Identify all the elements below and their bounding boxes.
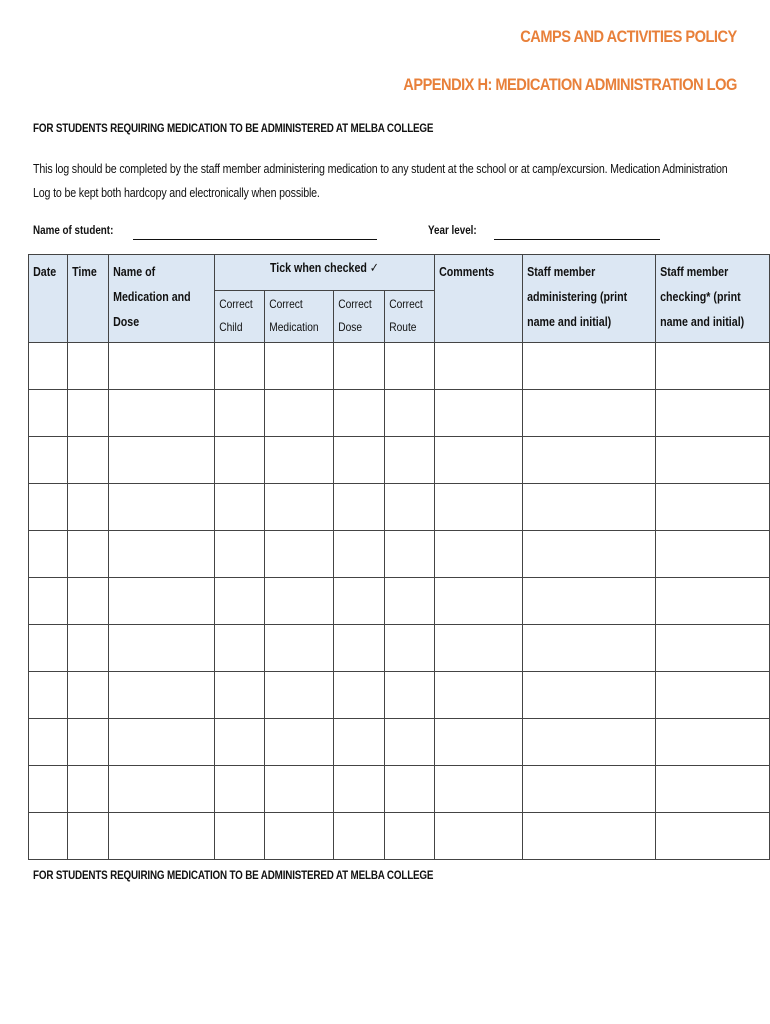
table-cell[interactable] bbox=[109, 813, 215, 860]
table-cell[interactable] bbox=[68, 719, 109, 766]
table-cell[interactable] bbox=[435, 437, 523, 484]
table-cell[interactable] bbox=[68, 531, 109, 578]
student-name-field[interactable] bbox=[133, 239, 377, 240]
table-cell[interactable] bbox=[435, 672, 523, 719]
table-cell[interactable] bbox=[435, 531, 523, 578]
table-cell[interactable] bbox=[29, 390, 68, 437]
table-cell[interactable] bbox=[334, 531, 384, 578]
table-cell[interactable] bbox=[215, 672, 265, 719]
table-cell[interactable] bbox=[384, 578, 434, 625]
table-cell[interactable] bbox=[435, 625, 523, 672]
table-cell[interactable] bbox=[265, 437, 334, 484]
table-cell[interactable] bbox=[523, 719, 656, 766]
medication-header: Name of Medication and Dose bbox=[109, 255, 215, 343]
table-row bbox=[29, 813, 770, 860]
table-cell[interactable] bbox=[334, 578, 384, 625]
table-row bbox=[29, 578, 770, 625]
table-cell[interactable] bbox=[523, 343, 656, 390]
table-cell[interactable] bbox=[68, 484, 109, 531]
table-cell[interactable] bbox=[109, 484, 215, 531]
table-row bbox=[29, 531, 770, 578]
table-cell[interactable] bbox=[384, 813, 434, 860]
table-cell[interactable] bbox=[265, 719, 334, 766]
appendix-title: APPENDIX H: MEDICATION ADMINISTRATION LOG bbox=[403, 75, 737, 94]
time-header: Time bbox=[68, 255, 109, 343]
table-cell[interactable] bbox=[109, 390, 215, 437]
table-cell[interactable] bbox=[109, 672, 215, 719]
form-heading-bottom: FOR STUDENTS REQUIRING MEDICATION TO BE ADMINISTERED AT MELBA COLLEGE bbox=[33, 868, 434, 882]
table-cell[interactable] bbox=[523, 531, 656, 578]
table-cell[interactable] bbox=[68, 578, 109, 625]
table-cell[interactable] bbox=[656, 672, 770, 719]
table-cell[interactable] bbox=[265, 766, 334, 813]
table-cell[interactable] bbox=[435, 343, 523, 390]
table-cell[interactable] bbox=[334, 672, 384, 719]
correct-medication-header: Correct Medication bbox=[265, 291, 334, 343]
table-cell[interactable] bbox=[29, 719, 68, 766]
table-cell[interactable] bbox=[435, 578, 523, 625]
table-cell[interactable] bbox=[656, 625, 770, 672]
table-row bbox=[29, 343, 770, 390]
table-cell[interactable] bbox=[265, 813, 334, 860]
table-row bbox=[29, 390, 770, 437]
tick-when-checked-header: Tick when checked ✓ bbox=[215, 255, 435, 291]
table-cell[interactable] bbox=[68, 343, 109, 390]
table-cell[interactable] bbox=[384, 437, 434, 484]
table-cell[interactable] bbox=[523, 484, 656, 531]
table-cell[interactable] bbox=[435, 813, 523, 860]
staff-administering-header: Staff member administering (print name and initial) bbox=[523, 255, 656, 343]
table-cell[interactable] bbox=[109, 437, 215, 484]
table-cell[interactable] bbox=[265, 672, 334, 719]
table-row bbox=[29, 766, 770, 813]
correct-child-header: Correct Child bbox=[215, 291, 265, 343]
table-cell[interactable] bbox=[265, 531, 334, 578]
table-cell[interactable] bbox=[109, 719, 215, 766]
table-cell[interactable] bbox=[265, 578, 334, 625]
table-cell[interactable] bbox=[29, 766, 68, 813]
table-cell[interactable] bbox=[109, 625, 215, 672]
table-cell[interactable] bbox=[656, 813, 770, 860]
table-cell[interactable] bbox=[334, 437, 384, 484]
table-cell[interactable] bbox=[215, 531, 265, 578]
table-cell[interactable] bbox=[656, 578, 770, 625]
table-cell[interactable] bbox=[265, 484, 334, 531]
table-cell[interactable] bbox=[29, 343, 68, 390]
table-cell[interactable] bbox=[215, 766, 265, 813]
table-row bbox=[29, 437, 770, 484]
table-cell[interactable] bbox=[334, 625, 384, 672]
table-cell[interactable] bbox=[435, 484, 523, 531]
table-cell[interactable] bbox=[334, 390, 384, 437]
table-cell[interactable] bbox=[215, 484, 265, 531]
table-cell[interactable] bbox=[68, 625, 109, 672]
table-cell[interactable] bbox=[68, 672, 109, 719]
table-cell[interactable] bbox=[109, 343, 215, 390]
table-cell[interactable] bbox=[215, 813, 265, 860]
table-cell[interactable] bbox=[656, 390, 770, 437]
table-cell[interactable] bbox=[68, 390, 109, 437]
table-cell[interactable] bbox=[68, 813, 109, 860]
table-cell[interactable] bbox=[334, 343, 384, 390]
table-cell[interactable] bbox=[334, 484, 384, 531]
table-cell[interactable] bbox=[384, 625, 434, 672]
table-cell[interactable] bbox=[215, 719, 265, 766]
staff-checking-header: Staff member checking* (print name and initial) bbox=[656, 255, 770, 343]
date-header: Date bbox=[29, 255, 68, 343]
correct-dose-header: Correct Dose bbox=[334, 291, 384, 343]
table-cell[interactable] bbox=[334, 813, 384, 860]
table-cell[interactable] bbox=[68, 437, 109, 484]
table-cell[interactable] bbox=[215, 390, 265, 437]
table-cell[interactable] bbox=[435, 390, 523, 437]
student-name-label: Name of student: bbox=[33, 223, 114, 237]
table-cell[interactable] bbox=[523, 437, 656, 484]
table-cell[interactable] bbox=[29, 437, 68, 484]
table-cell[interactable] bbox=[215, 437, 265, 484]
table-cell[interactable] bbox=[384, 390, 434, 437]
table-cell[interactable] bbox=[656, 766, 770, 813]
table-cell[interactable] bbox=[656, 437, 770, 484]
table-cell[interactable] bbox=[523, 766, 656, 813]
table-cell[interactable] bbox=[265, 625, 334, 672]
form-heading-top: FOR STUDENTS REQUIRING MEDICATION TO BE ADMINISTERED AT MELBA COLLEGE bbox=[33, 121, 434, 135]
table-cell[interactable] bbox=[523, 625, 656, 672]
intro-paragraph: This log should be completed by the staff member administering medication to any student at the school or at camp/excursion. Medication Administration Log to be kept both hardcopy and electronically when possible. bbox=[33, 161, 728, 200]
table-cell[interactable] bbox=[384, 343, 434, 390]
table-cell[interactable] bbox=[215, 578, 265, 625]
comments-header: Comments bbox=[435, 255, 523, 343]
table-cell[interactable] bbox=[215, 625, 265, 672]
table-cell[interactable] bbox=[29, 813, 68, 860]
table-cell[interactable] bbox=[109, 578, 215, 625]
table-cell[interactable] bbox=[265, 390, 334, 437]
table-cell[interactable] bbox=[109, 766, 215, 813]
table-cell[interactable] bbox=[29, 484, 68, 531]
correct-route-header: Correct Route bbox=[384, 291, 434, 343]
table-cell[interactable] bbox=[384, 766, 434, 813]
table-cell[interactable] bbox=[656, 484, 770, 531]
medication-log-table bbox=[28, 254, 770, 860]
table-cell[interactable] bbox=[523, 813, 656, 860]
table-cell[interactable] bbox=[656, 531, 770, 578]
table-row bbox=[29, 484, 770, 531]
table-cell[interactable] bbox=[334, 719, 384, 766]
table-row bbox=[29, 719, 770, 766]
year-level-field[interactable] bbox=[494, 239, 660, 240]
policy-title: CAMPS AND ACTIVITIES POLICY bbox=[520, 27, 737, 46]
table-cell[interactable] bbox=[109, 531, 215, 578]
table-cell[interactable] bbox=[215, 343, 265, 390]
table-row bbox=[29, 672, 770, 719]
table-cell[interactable] bbox=[29, 531, 68, 578]
table-cell[interactable] bbox=[435, 719, 523, 766]
table-cell[interactable] bbox=[656, 719, 770, 766]
table-cell[interactable] bbox=[384, 531, 434, 578]
table-cell[interactable] bbox=[384, 484, 434, 531]
table-cell[interactable] bbox=[265, 343, 334, 390]
table-cell[interactable] bbox=[68, 766, 109, 813]
table-cell[interactable] bbox=[384, 672, 434, 719]
table-cell[interactable] bbox=[523, 390, 656, 437]
table-cell[interactable] bbox=[656, 343, 770, 390]
year-level-label: Year level: bbox=[428, 223, 477, 237]
table-row bbox=[29, 625, 770, 672]
table-cell[interactable] bbox=[523, 578, 656, 625]
table-cell[interactable] bbox=[29, 625, 68, 672]
table-cell[interactable] bbox=[384, 719, 434, 766]
table-cell[interactable] bbox=[29, 578, 68, 625]
table-cell[interactable] bbox=[334, 766, 384, 813]
table-cell[interactable] bbox=[29, 672, 68, 719]
table-cell[interactable] bbox=[435, 766, 523, 813]
table-cell[interactable] bbox=[523, 672, 656, 719]
